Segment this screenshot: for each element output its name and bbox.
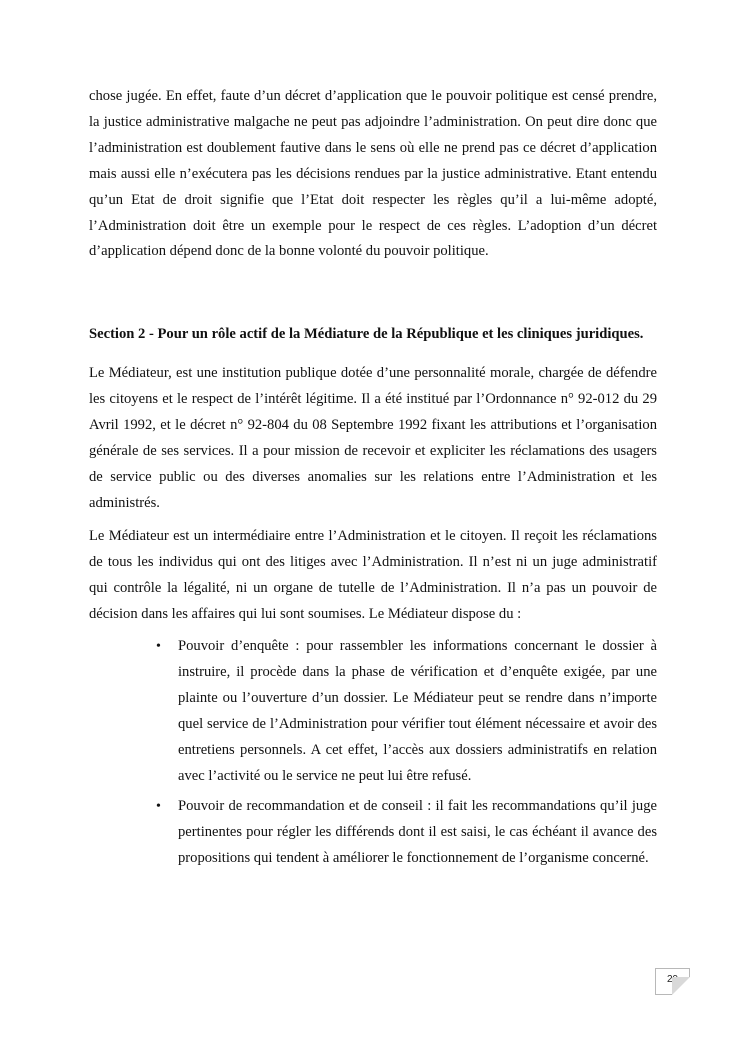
page-curl-icon: [672, 977, 690, 995]
list-item: [156, 634, 657, 789]
powers-list: [89, 634, 657, 871]
page-content: [89, 84, 657, 876]
page-number: 29: [666, 974, 679, 985]
bullet-icon: •: [156, 639, 161, 655]
list-item-text: Pouvoir d’enquête : pour rassembler les informations concernant le dossier à instruire, il procède dans la phase de vérification et d’enquête exigée, par une plainte ou l’ouverture d’un dossier. Le Médiateur peut se rendre dans n’importe quel service de l’Administration pour vérifier tout élément nécessaire et avoir des entretiens personnels. A cet effet, l’accès aux dossiers administratifs en relation avec l’activité ou le service ne peut lui être refusé.: [178, 638, 657, 784]
page-number-box: [655, 968, 690, 995]
section-heading: Section 2 - Pour un rôle actif de la Médiature de la République et les cliniques juridiques.: [89, 326, 644, 343]
bullet-icon: •: [156, 798, 161, 814]
paragraph-2: Le Médiateur, est une institution publique dotée d’une personnalité morale, chargée de défendre les citoyens et le respect de l’intérêt légitime. Il a été institué par l’Ordonnance n° 92-012 du 29 Avril 1992, et le décret n° 92-804 du 08 Septembre 1992 fixant les attributions et l’organisation générale de ses services. Il a pour mission de recevoir et expliciter les réclamations des usagers de service public ou des diverses anomalies sur les relations entre l’Administration et les administrés.: [89, 365, 657, 511]
list-item-text: Pouvoir de recommandation et de conseil : il fait les recommandations qu’il juge pertinentes pour régler les différends dont il est saisi, le cas échéant il avance des propositions qui tendent à améliorer le fonctionnement de l’organisme concerné.: [178, 797, 657, 866]
paragraph-3: Le Médiateur est un intermédiaire entre l’Administration et le citoyen. Il reçoit les réclamations de tous les individus qui ont des litiges avec l’Administration. Il n’est ni un juge administratif qui contrôle la légalité, ni un organe de tutelle de l’Administration. Il n’a pas un pouvoir de décision dans les affaires qui lui sont soumises. Le Médiateur dispose du :: [89, 527, 657, 622]
paragraph-1: chose jugée. En effet, faute d’un décret d’application que le pouvoir politique est censé prendre, la justice administrative malgache ne peut pas adjoindre l’administration. On peut dire donc que l’administration est doublement fautive dans le sens où elle ne prend pas ce décret d’application mais aussi elle n’exécutera pas les décisions rendues par la justice administrative. Etant entendu qu’un Etat de droit signifie que l’Etat doit respecter les règles qu’il a lui-même adopté, l’Administration doit être un exemple pour le respect de ces règles. L’adoption d’un décret d’application dépend donc de la bonne volonté du pouvoir politique.: [89, 88, 657, 260]
list-item: [156, 794, 657, 872]
